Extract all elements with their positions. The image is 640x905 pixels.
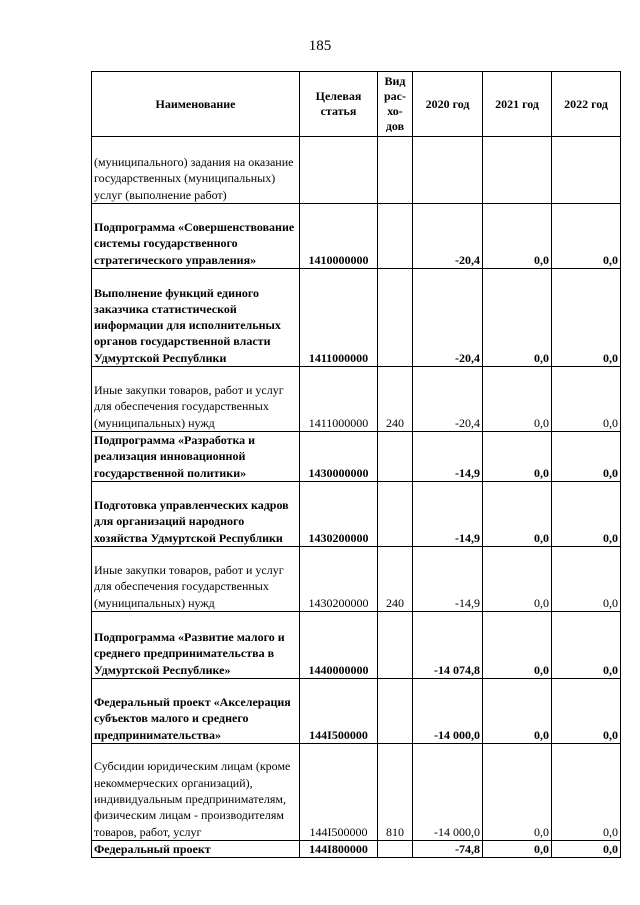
table-row <box>92 367 621 432</box>
row-2021: 0,0 <box>483 481 552 546</box>
table-row <box>92 137 621 204</box>
row-name: (муниципального) задания на оказание государственных (муниципальных) услуг (выполнение работ) <box>92 137 300 204</box>
row-2022: 0,0 <box>552 678 621 743</box>
row-2022: 0,0 <box>552 743 621 840</box>
row-2020: -20,4 <box>413 269 483 367</box>
row-2020: -14,9 <box>413 546 483 611</box>
row-2022: 0,0 <box>552 546 621 611</box>
row-2020 <box>413 137 483 204</box>
row-expense-type <box>378 611 413 678</box>
row-name: Иные закупки товаров, работ и услуг для обеспечения государственных (муниципальных) нужд <box>92 367 300 432</box>
header-2022: 2022 год <box>552 72 621 137</box>
row-2021 <box>483 137 552 204</box>
table-row <box>92 678 621 743</box>
row-name: Подпрограмма «Совершенствование системы государственного стратегического управления» <box>92 204 300 269</box>
row-name: Федеральный проект «Акселерация субъектов малого и среднего предпринимательства» <box>92 678 300 743</box>
table-row <box>92 481 621 546</box>
row-2022: 0,0 <box>552 432 621 482</box>
row-2022: 0,0 <box>552 367 621 432</box>
row-target-article: 1411000000 <box>300 367 378 432</box>
table-body <box>92 137 621 858</box>
row-expense-type <box>378 137 413 204</box>
row-expense-type: 240 <box>378 546 413 611</box>
row-target-article: 1430000000 <box>300 432 378 482</box>
table-row <box>92 204 621 269</box>
row-2021: 0,0 <box>483 432 552 482</box>
table-header-row <box>92 72 621 137</box>
row-2020: -14 000,0 <box>413 678 483 743</box>
header-2020: 2020 год <box>413 72 483 137</box>
row-2020: -14 074,8 <box>413 611 483 678</box>
table-row <box>92 546 621 611</box>
page-number: 185 <box>308 38 332 54</box>
row-expense-type <box>378 432 413 482</box>
row-2021: 0,0 <box>483 743 552 840</box>
row-2021: 0,0 <box>483 546 552 611</box>
header-target-article: Целевая статья <box>300 72 378 137</box>
row-2021: 0,0 <box>483 611 552 678</box>
row-expense-type <box>378 678 413 743</box>
row-2021: 0,0 <box>483 678 552 743</box>
row-name: Подпрограмма «Разработка и реализация инновационной государственной политики» <box>92 432 300 482</box>
budget-table <box>91 71 621 858</box>
row-target-article: 144I500000 <box>300 743 378 840</box>
table-row <box>92 611 621 678</box>
row-expense-type <box>378 840 413 857</box>
row-2020: -14,9 <box>413 481 483 546</box>
table-row <box>92 269 621 367</box>
row-expense-type <box>378 204 413 269</box>
row-target-article: 1411000000 <box>300 269 378 367</box>
row-2020: -20,4 <box>413 204 483 269</box>
row-2022 <box>552 137 621 204</box>
row-2020: -14 000,0 <box>413 743 483 840</box>
row-2022: 0,0 <box>552 840 621 857</box>
row-2022: 0,0 <box>552 481 621 546</box>
row-target-article: 1430200000 <box>300 481 378 546</box>
row-2021: 0,0 <box>483 269 552 367</box>
row-target-article: 1440000000 <box>300 611 378 678</box>
row-2022: 0,0 <box>552 269 621 367</box>
row-target-article: 1430200000 <box>300 546 378 611</box>
table-row <box>92 840 621 857</box>
row-name: Субсидии юридическим лицам (кроме некоммерческих организаций), индивидуальным предпринимателям, физическим лицам - производителям товаров, работ, услуг <box>92 743 300 840</box>
row-name: Иные закупки товаров, работ и услуг для обеспечения государственных (муниципальных) нужд <box>92 546 300 611</box>
row-2020: -74,8 <box>413 840 483 857</box>
row-expense-type: 240 <box>378 367 413 432</box>
table-row <box>92 432 621 482</box>
row-name: Федеральный проект <box>92 840 300 857</box>
row-target-article <box>300 137 378 204</box>
row-2022: 0,0 <box>552 611 621 678</box>
row-expense-type: 810 <box>378 743 413 840</box>
row-name: Подпрограмма «Развитие малого и среднего предпринимательства в Удмуртской Республике» <box>92 611 300 678</box>
table-row <box>92 743 621 840</box>
row-2020: -14,9 <box>413 432 483 482</box>
row-target-article: 1410000000 <box>300 204 378 269</box>
row-expense-type <box>378 269 413 367</box>
row-name: Подготовка управленческих кадров для организаций народного хозяйства Удмуртской Республики <box>92 481 300 546</box>
header-name: Наименование <box>92 72 300 137</box>
row-2022: 0,0 <box>552 204 621 269</box>
row-2020: -20,4 <box>413 367 483 432</box>
row-2021: 0,0 <box>483 367 552 432</box>
header-2021: 2021 год <box>483 72 552 137</box>
row-target-article: 144I800000 <box>300 840 378 857</box>
row-target-article: 144I500000 <box>300 678 378 743</box>
row-2021: 0,0 <box>483 204 552 269</box>
row-2021: 0,0 <box>483 840 552 857</box>
header-expense-type: Вид рас- хо- дов <box>378 72 413 137</box>
row-expense-type <box>378 481 413 546</box>
row-name: Выполнение функций единого заказчика статистической информации для исполнительных органов государственной власти Удмуртской Республики <box>92 269 300 367</box>
